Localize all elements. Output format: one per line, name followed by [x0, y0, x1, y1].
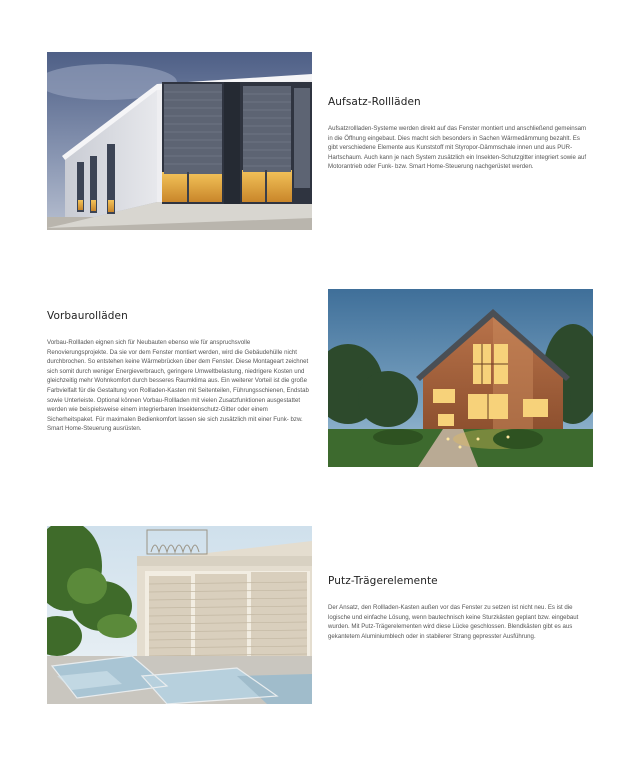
section-heading: Putz-Trägerelemente — [328, 575, 438, 587]
section-heading: Vorbaurolläden — [47, 310, 128, 322]
section-vorbaurollaeden — [0, 250, 640, 490]
section-body: Vorbau-Rollladen eignen sich für Neubauten ebenso wie für anspruchsvolle Renovierungsprojekte. Da sie vor dem Fenster montiert werden, wird die Gebäudehülle nicht durchbrochen. So entstehen keine Wärmebrücken über dem Fenster. Diese Montageart zeichnet sich somit durch weniger Energieverbrauch, geringere Umweltbelastung, niedrigere Kosten und gleichzeitig mehr Wohnkomfort durch besseres Raumklima aus. Ein weiterer Vorteil ist die große Farbvielfalt für die Gestaltung von Rollladen-Kasten mit Seitenteilen, Führungsschienen, Endstab sowie Unterleiste. Optional können Vorbau-Rollladen mit vielen Zusatzfunktionen ausgestattet werden wie beispielsweise einem integrierbaren Insektenschutz-Gitter oder einem Sicherheitspaket. Für maximalen Bedienkomfort lassen sie sich zusätzlich mit einer Funk- bzw. Smart Home-Steuerung ausrüsten. — [47, 339, 309, 433]
photo-house-closed-shutters — [47, 526, 312, 704]
section-aufsatz-rolllaeden — [0, 0, 640, 250]
section-heading: Aufsatz-Rollläden — [328, 96, 421, 108]
section-body: Aufsatzrollladen-Systeme werden direkt auf das Fenster montiert und anschließend gemeinsam in die Öffnung eingebaut. Dies macht sich besonders in Sachen Wärmedämmung bezahlt. Es gibt verschiedene Elemente aus Kunststoff mit Styropor-Dämmschale innen und aus PUR-Hartschaum. Auch kann je nach System zusätzlich ein Insekten-Schutzgitter integriert sowie auf Motorantrieb oder Funk- bzw. Smart Home-Steuerung nachgerüstet werden. — [328, 125, 587, 171]
text-block — [328, 575, 590, 641]
text-block — [328, 96, 590, 172]
photo-modern-house-shutters — [47, 52, 312, 230]
section-body: Der Ansatz, den Rollladen-Kasten außen vor das Fenster zu setzen ist nicht neu. Es ist die logische und einfache Lösung, wenn bautechnisch keine Sturzkästen geplant bzw. eingebaut wurden. Mit Putz-Trägerelementen wird diese Lücke geschlossen. Blendkästen gibt es aus gekantetem Aluminiumblech oder in stabilerer Strang gepresster Ausführung. — [328, 604, 579, 640]
photo-wooden-house-dusk — [328, 289, 593, 467]
text-block — [47, 310, 309, 434]
section-putz-traegerelemente — [0, 490, 640, 720]
